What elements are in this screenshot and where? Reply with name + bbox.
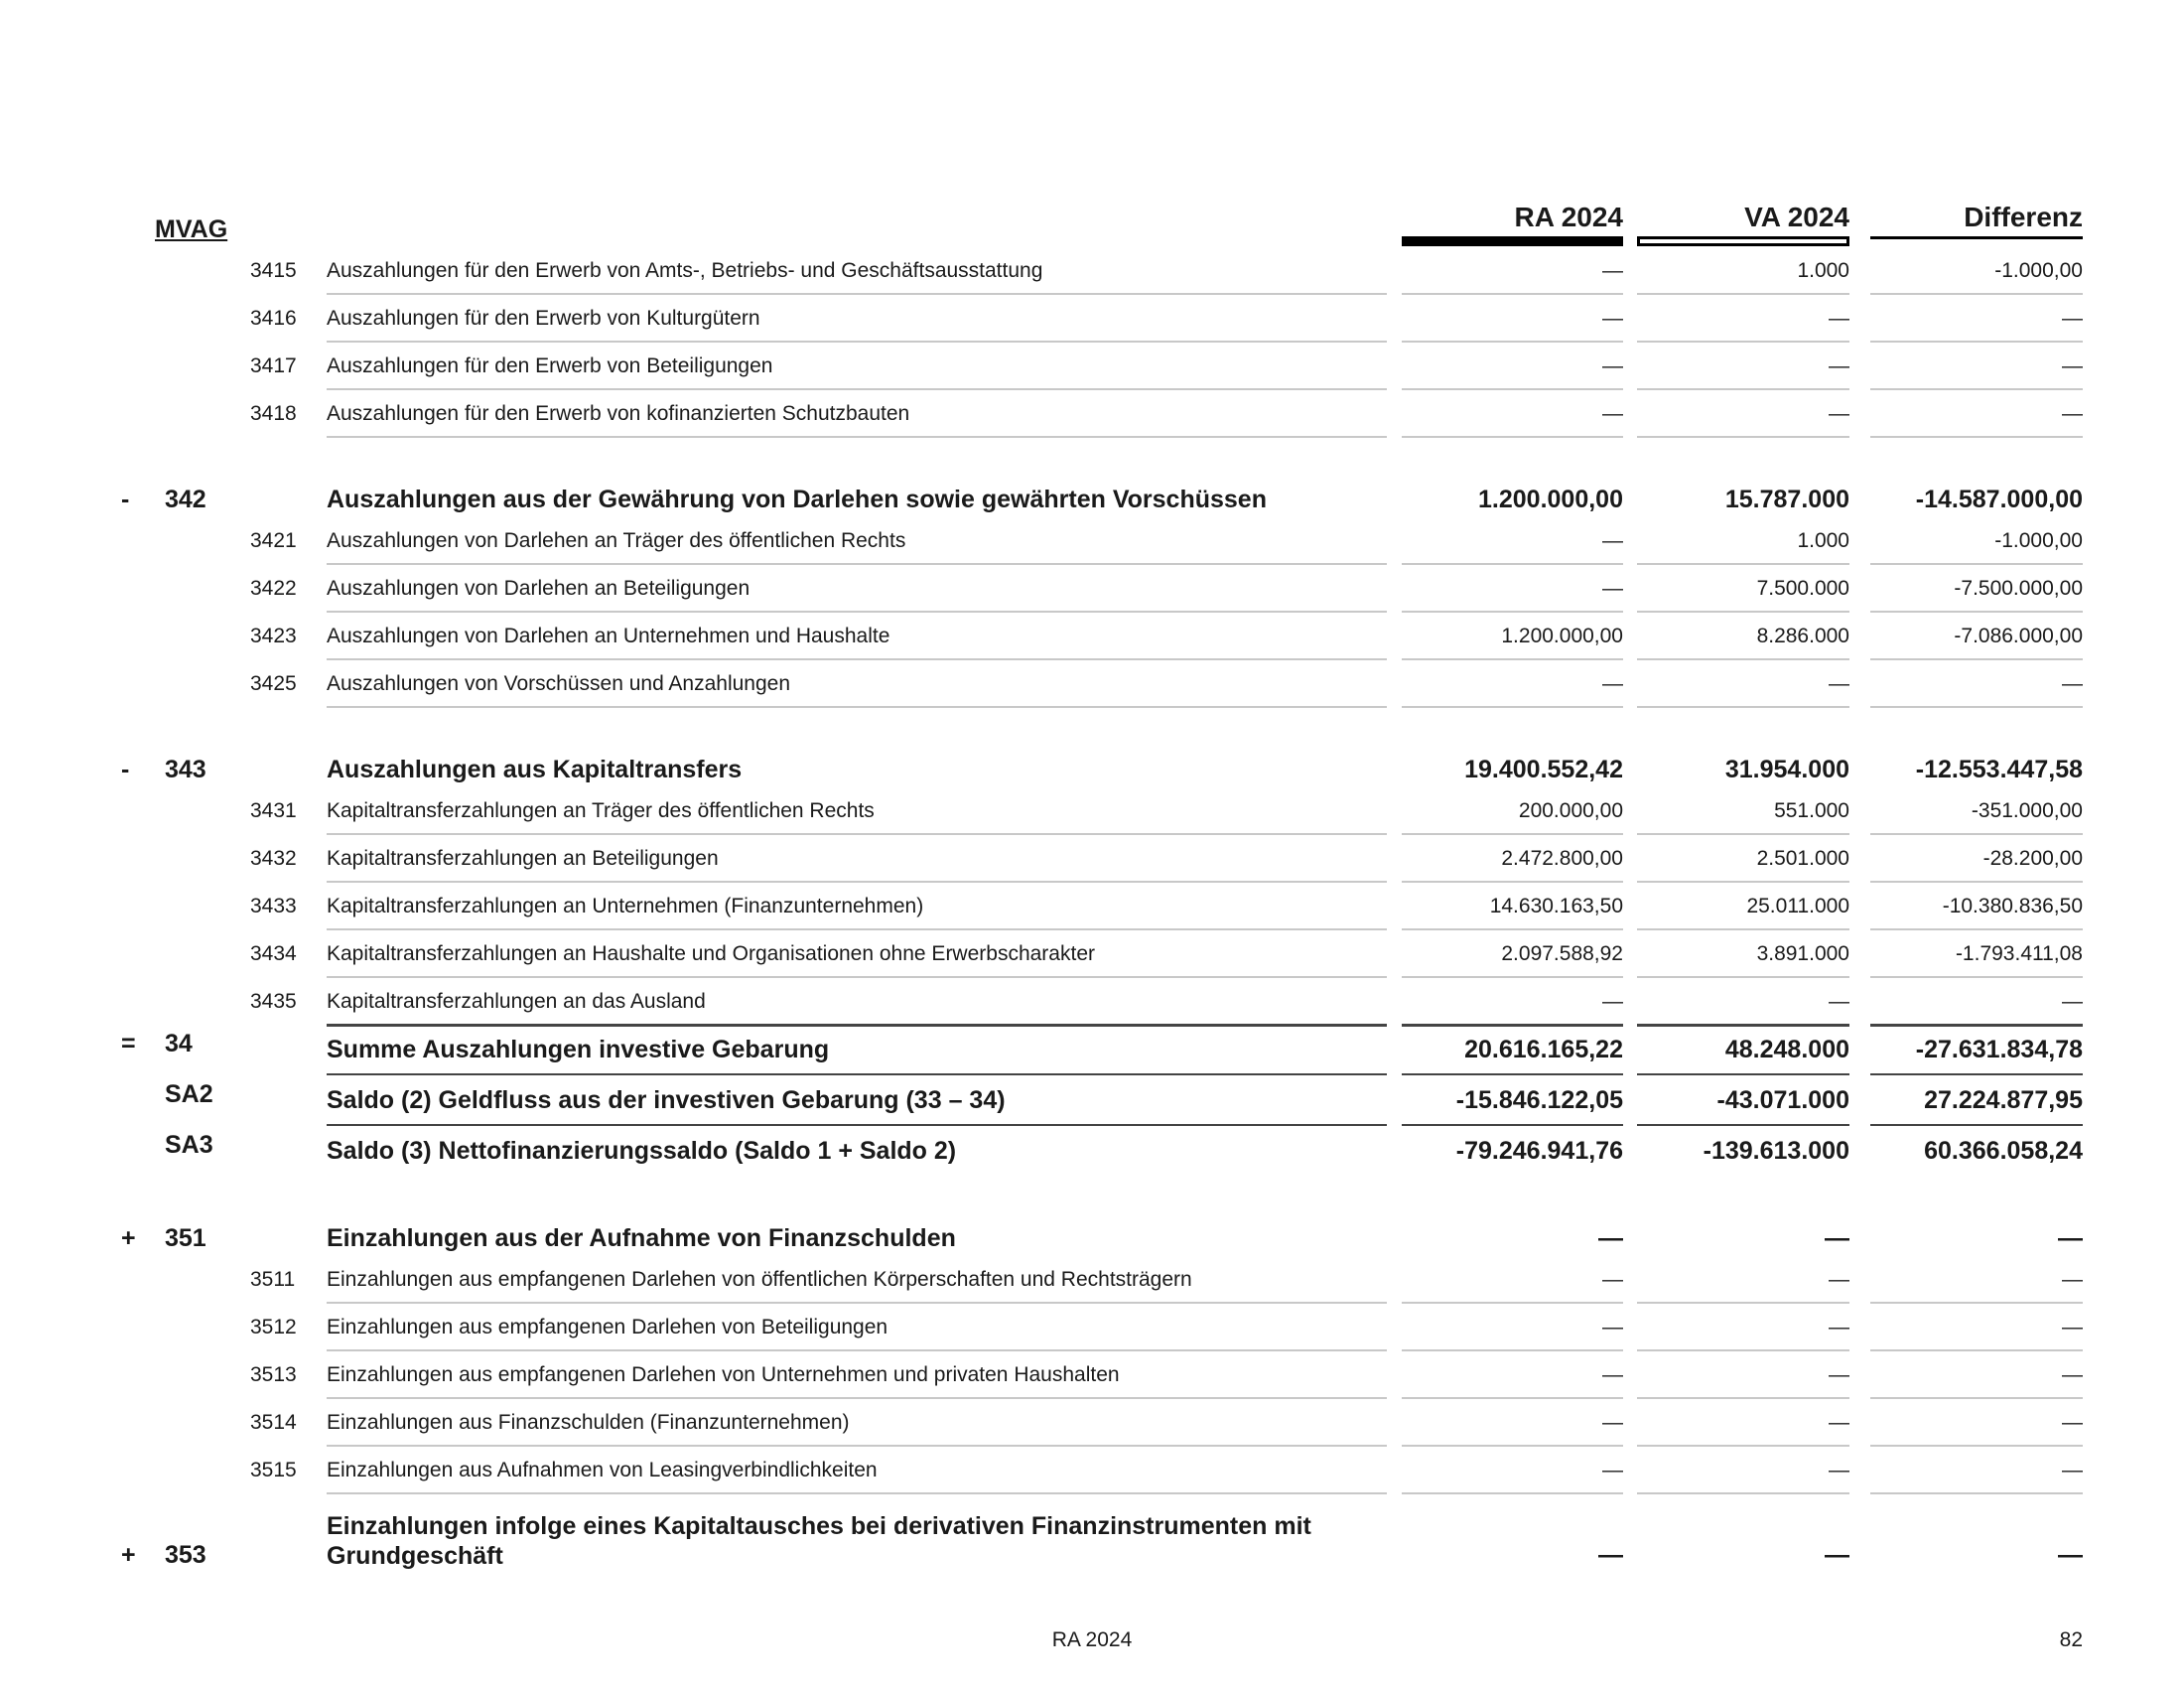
table-row: [0, 516, 2184, 564]
table-row: [0, 1350, 2184, 1398]
row-description: Kapitaltransferzahlungen an das Ausland: [327, 990, 706, 1013]
row-description: Summe Auszahlungen investive Gebarung: [327, 1036, 830, 1063]
va-value: -139.613.000: [1703, 1137, 1849, 1165]
diff-value: -14.587.000,00: [1915, 486, 2083, 513]
va-value: —: [1829, 1316, 1849, 1338]
mvag-header: MVAG: [155, 215, 228, 243]
footer-title: RA 2024: [1051, 1628, 1133, 1651]
row-divider: [1402, 436, 1623, 438]
row-divider: [1870, 706, 2083, 708]
diff-value: 60.366.058,24: [1924, 1137, 2083, 1165]
ra-value: —: [1602, 402, 1623, 425]
diff-value: —: [2062, 354, 2083, 377]
row-divider: [1637, 436, 1849, 438]
account-code: 3431: [250, 799, 297, 822]
group-row: [0, 752, 2184, 791]
ra-value: —: [1602, 529, 1623, 552]
group-row: [0, 482, 2184, 521]
va-value: 7.500.000: [1756, 577, 1849, 600]
va-value: —: [1829, 672, 1849, 695]
group-code: 34: [165, 1030, 193, 1057]
row-divider: [1402, 706, 1623, 708]
row-sign: +: [121, 1224, 136, 1252]
va-value: —: [1829, 1459, 1849, 1481]
diff-value: -10.380.836,50: [1942, 895, 2083, 917]
va-header-bar: [1637, 236, 1849, 246]
ra-value: -79.246.941,76: [1455, 1137, 1623, 1165]
va-value: —: [1829, 307, 1849, 330]
va-value: 3.891.000: [1756, 942, 1849, 965]
va-value: 15.787.000: [1724, 486, 1849, 513]
va-value: 1.000: [1797, 259, 1849, 282]
row-divider: [327, 706, 1387, 708]
group-code: 351: [165, 1224, 206, 1252]
ra-value: 200.000,00: [1518, 799, 1623, 822]
row-description: Saldo (3) Nettofinanzierungssaldo (Saldo 1 + Saldo 2): [327, 1137, 957, 1165]
diff-value: -7.086.000,00: [1954, 625, 2083, 647]
ra-value: —: [1602, 990, 1623, 1013]
ra-value: —: [1602, 354, 1623, 377]
row-description: Kapitaltransferzahlungen an Beteiligungen: [327, 847, 719, 870]
row-description: Kapitaltransferzahlungen an Träger des öffentlichen Rechts: [327, 799, 875, 822]
row-divider: [327, 1492, 1387, 1494]
row-sign: -: [121, 756, 130, 783]
group-code: SA3: [165, 1131, 213, 1159]
account-code: 3425: [250, 672, 297, 695]
row-description: Auszahlungen von Darlehen an Träger des öffentlichen Rechts: [327, 529, 906, 552]
account-code: 3511: [250, 1268, 296, 1291]
table-row: [0, 977, 2184, 1025]
diff-value: -28.200,00: [1982, 847, 2083, 870]
ra-value: 19.400.552,42: [1464, 756, 1623, 783]
row-description: Auszahlungen für den Erwerb von kofinanzierten Schutzbauten: [327, 402, 910, 425]
table-row: [0, 342, 2184, 389]
account-code: 3417: [250, 354, 297, 377]
row-divider: [1870, 436, 2083, 438]
ra-value: —: [1602, 1459, 1623, 1481]
group-code: 343: [165, 756, 206, 783]
row-divider: [1637, 1492, 1849, 1494]
account-code: 3514: [250, 1411, 297, 1434]
row-description: Kapitaltransferzahlungen an Haushalte und Organisationen ohne Erwerbscharakter: [327, 942, 1095, 965]
row-description: Auszahlungen von Darlehen an Unternehmen und Haushalte: [327, 625, 890, 647]
ra-value: —: [1602, 577, 1623, 600]
diff-value: —: [2062, 1363, 2083, 1386]
va-value: -43.071.000: [1716, 1086, 1849, 1114]
va-value: —: [1829, 990, 1849, 1013]
table-row: [0, 564, 2184, 612]
row-description: Auszahlungen für den Erwerb von Beteiligungen: [327, 354, 773, 377]
va-value: 48.248.000: [1724, 1036, 1849, 1063]
diff-value: -1.000,00: [1994, 259, 2083, 282]
ra-value: -15.846.122,05: [1455, 1086, 1623, 1114]
row-description: Auszahlungen für den Erwerb von Kulturgütern: [327, 307, 760, 330]
diff-header-bar: [1870, 236, 2083, 239]
account-code: 3515: [250, 1459, 297, 1481]
ra-value: —: [1602, 259, 1623, 282]
diff-value: -12.553.447,58: [1915, 756, 2083, 783]
ra-value: 20.616.165,22: [1464, 1036, 1623, 1063]
diff-value: —: [2062, 402, 2083, 425]
va-value: —: [1825, 1224, 1849, 1252]
va-value: —: [1825, 1541, 1849, 1569]
diff-value: —: [2062, 672, 2083, 695]
ra-value: —: [1602, 672, 1623, 695]
summary-row: [0, 1125, 2184, 1176]
row-divider: [1402, 1492, 1623, 1494]
account-code: 3434: [250, 942, 297, 965]
row-divider: [1637, 1024, 1849, 1027]
va-value: 8.286.000: [1756, 625, 1849, 647]
account-code: 3422: [250, 577, 297, 600]
ra-value: —: [1598, 1541, 1623, 1569]
table-row: [0, 246, 2184, 294]
diff-value: —: [2058, 1541, 2083, 1569]
column-header-va: VA 2024: [1744, 202, 1849, 232]
row-divider: [1870, 1492, 2083, 1494]
row-description: Einzahlungen aus empfangenen Darlehen von Beteiligungen: [327, 1316, 888, 1338]
diff-value: —: [2062, 990, 2083, 1013]
table-row: [0, 659, 2184, 707]
ra-value: —: [1602, 1411, 1623, 1434]
row-description: Saldo (2) Geldfluss aus der investiven Gebarung (33 – 34): [327, 1086, 1006, 1114]
row-divider: [1870, 1024, 2083, 1027]
ra-header-bar: [1402, 236, 1623, 246]
account-code: 3418: [250, 402, 297, 425]
row-description: Auszahlungen für den Erwerb von Amts-, Betriebs- und Geschäftsausstattung: [327, 259, 1043, 282]
diff-value: -27.631.834,78: [1915, 1036, 2083, 1063]
diff-value: -1.793.411,08: [1955, 942, 2083, 965]
account-code: 3433: [250, 895, 297, 917]
group-code: 353: [165, 1541, 206, 1569]
va-value: —: [1829, 1411, 1849, 1434]
ra-value: —: [1602, 1363, 1623, 1386]
column-header-ra: RA 2024: [1514, 202, 1623, 232]
account-code: 3432: [250, 847, 297, 870]
table-row: [0, 1446, 2184, 1493]
va-value: 2.501.000: [1756, 847, 1849, 870]
row-divider: [1637, 706, 1849, 708]
row-sign: =: [121, 1030, 136, 1057]
diff-value: —: [2062, 1411, 2083, 1434]
diff-value: —: [2062, 1459, 2083, 1481]
table-row: [0, 882, 2184, 929]
summary-row: [0, 1074, 2184, 1125]
ra-value: 2.472.800,00: [1501, 847, 1623, 870]
row-description: Einzahlungen aus empfangenen Darlehen von öffentlichen Körperschaften und Rechtsträgern: [327, 1268, 1192, 1291]
account-code: 3435: [250, 990, 297, 1013]
table-row: [0, 294, 2184, 342]
table-row: [0, 1398, 2184, 1446]
ra-value: 1.200.000,00: [1478, 486, 1623, 513]
account-code: 3423: [250, 625, 297, 647]
table-row: [0, 389, 2184, 437]
diff-value: —: [2058, 1224, 2083, 1252]
diff-value: -7.500.000,00: [1954, 577, 2083, 600]
row-description: Auszahlungen von Darlehen an Beteiligungen: [327, 577, 751, 600]
group-code: 342: [165, 486, 206, 513]
diff-value: —: [2062, 1316, 2083, 1338]
row-sign: +: [121, 1541, 136, 1569]
table-row: [0, 929, 2184, 977]
ra-value: —: [1602, 1316, 1623, 1338]
group-row: [0, 1509, 2184, 1579]
ra-value: —: [1602, 307, 1623, 330]
ra-value: —: [1602, 1268, 1623, 1291]
account-code: 3416: [250, 307, 297, 330]
page-number: 82: [2059, 1628, 2083, 1651]
account-code: 3415: [250, 259, 297, 282]
row-description: Einzahlungen aus der Aufnahme von Finanzschulden: [327, 1224, 956, 1252]
diff-value: -351.000,00: [1971, 799, 2083, 822]
va-value: 1.000: [1797, 529, 1849, 552]
diff-value: —: [2062, 1268, 2083, 1291]
column-header-diff: Differenz: [1964, 202, 2083, 232]
va-value: 551.000: [1774, 799, 1849, 822]
group-code: SA2: [165, 1080, 213, 1108]
summary-row: [0, 1024, 2184, 1074]
va-value: —: [1829, 1363, 1849, 1386]
va-value: 31.954.000: [1724, 756, 1849, 783]
row-divider: [1402, 1024, 1623, 1027]
va-value: —: [1829, 402, 1849, 425]
ra-value: 14.630.163,50: [1489, 895, 1623, 917]
row-description: Auszahlungen aus Kapitaltransfers: [327, 756, 743, 783]
table-row: [0, 786, 2184, 834]
diff-value: -1.000,00: [1994, 529, 2083, 552]
table-row: [0, 1303, 2184, 1350]
row-divider: [327, 1024, 1387, 1027]
ra-value: 2.097.588,92: [1501, 942, 1623, 965]
row-description: Auszahlungen von Vorschüssen und Anzahlungen: [327, 672, 791, 695]
table-row: [0, 1255, 2184, 1303]
row-sign: -: [121, 486, 130, 513]
va-value: —: [1829, 1268, 1849, 1291]
account-code: 3512: [250, 1316, 297, 1338]
ra-value: 1.200.000,00: [1501, 625, 1623, 647]
row-description: Einzahlungen infolge eines Kapitaltausches bei derivativen Finanzinstrumenten mit Grundgeschäft: [327, 1512, 1311, 1570]
diff-value: —: [2062, 307, 2083, 330]
row-description: Einzahlungen aus Finanzschulden (Finanzunternehmen): [327, 1411, 850, 1434]
va-value: 25.011.000: [1746, 895, 1849, 917]
row-description: Einzahlungen aus Aufnahmen von Leasingverbindlichkeiten: [327, 1459, 878, 1481]
diff-value: 27.224.877,95: [1924, 1086, 2083, 1114]
row-description: Auszahlungen aus der Gewährung von Darlehen sowie gewährten Vorschüssen: [327, 486, 1267, 513]
group-row: [0, 1220, 2184, 1260]
account-code: 3513: [250, 1363, 297, 1386]
row-description: Einzahlungen aus empfangenen Darlehen von Unternehmen und privaten Haushalten: [327, 1363, 1120, 1386]
account-code: 3421: [250, 529, 297, 552]
ra-value: —: [1598, 1224, 1623, 1252]
table-row: [0, 612, 2184, 659]
va-value: —: [1829, 354, 1849, 377]
table-row: [0, 834, 2184, 882]
row-description: Kapitaltransferzahlungen an Unternehmen (Finanzunternehmen): [327, 895, 924, 917]
row-divider: [327, 436, 1387, 438]
